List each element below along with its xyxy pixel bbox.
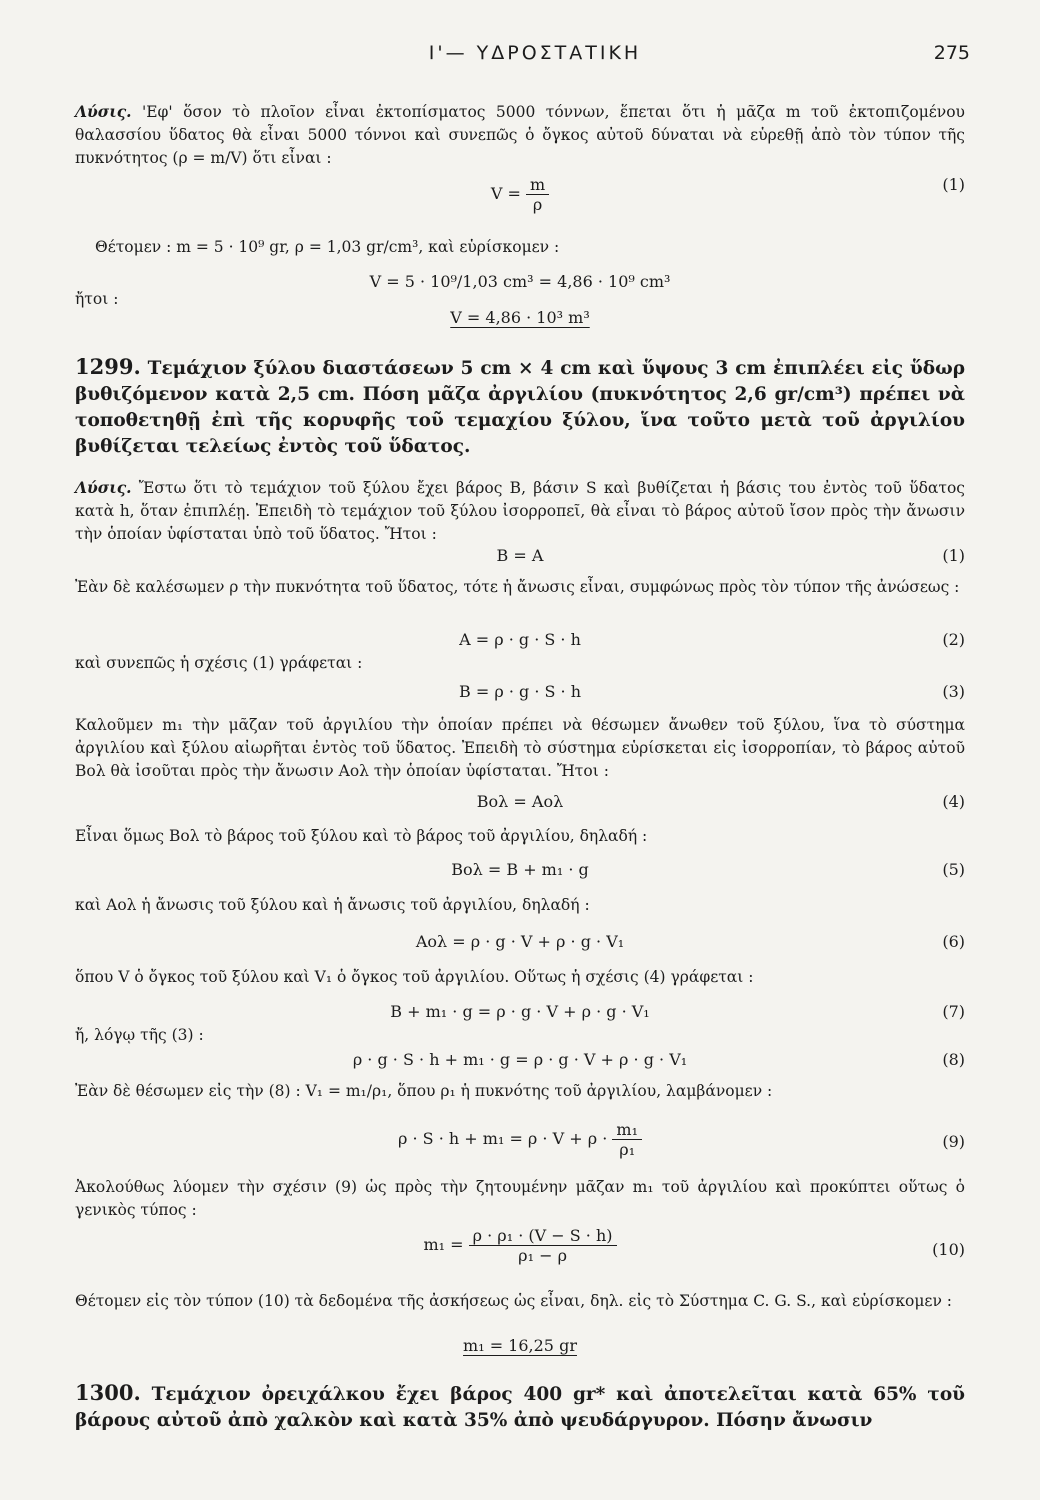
text-cgs: Θέτομεν εἰς τὸν τύπον (10) τὰ δεδομένα τῆς ἀσκήσεως ὡς εἶναι, δηλ. εἰς τὸ Σύστημα C. G. S., καὶ εὑρίσκομεν : bbox=[75, 1292, 953, 1310]
text-aluminium-mass: Καλοῦμεν m₁ τὴν μᾶζαν τοῦ ἀργιλίου τὴν ὁποίαν πρέπει νὰ θέσωμεν ἄνωθεν τοῦ ξύλου, ἵνα τὸ σύστημα ἀργιλίου καὶ ξύλου αἰωρῆται ἐντὸς τοῦ ὕδατος. Ἐπειδὴ τὸ σύστημα εὑρίσκεται εἰς ἰσορροπίαν, τὸ βάρος αὐτοῦ Bολ θὰ ἰσοῦται πρὸς τὴν ἄνωσιν Aολ τὴν ὁποίαν ὑφίσταται. Ἤτοι : bbox=[75, 716, 965, 780]
solution-label: Λύσις. bbox=[75, 478, 132, 497]
equation-1: B = A (1) bbox=[496, 546, 965, 565]
problem-number: 1300. bbox=[75, 1380, 141, 1405]
text-substitution: Ἐὰν δὲ θέσωμεν εἰς τὴν (8) : V₁ = m₁/ρ₁, ὅπου ρ₁ ἡ πυκνότης τοῦ ἀργιλίου, λαμβάνομεν : bbox=[75, 1082, 773, 1100]
page-header bbox=[100, 42, 970, 82]
text-buoyancy: Ἐὰν δὲ καλέσωμεν ρ τὴν πυκνότητα τοῦ ὕδατος, τότε ἡ ἄνωσις εἶναι, συμφώνως πρὸς τὸν τύπον τῆς ἀνώσεως : bbox=[75, 578, 960, 596]
problem-1299: 1299. Τεμάχιον ξύλου διαστάσεων 5 cm × 4 cm καὶ ὕψους 3 cm ἐπιπλέει εἰς ὕδωρ βυθιζόμενον κατὰ 2,5 cm. Πόση μᾶζα ἀργιλίου (πυκνότητος 2,6 gr/cm³) πρέπει νὰ τοποθετηθῇ ἐπὶ τῆς κορυφῆς τοῦ τεμαχίου ξύλου, ἵνα τοῦτο μετὰ τοῦ ἀργιλίου βυθίζεται τελείως ἐντὸς τοῦ ὕδατος. bbox=[75, 354, 965, 457]
equation-8: ρ · g · S · h + m₁ · g = ρ · g · V + ρ · g · V₁ (8) bbox=[352, 1050, 965, 1069]
solution-1298-text: Λύσις. 'Εφ' ὅσον τὸ πλοῖον εἶναι ἐκτοπίσματος 5000 τόννων, ἕπεται ὅτι ἡ μᾶζα m τοῦ ἐκτοπιζομένου θαλασσίου ὕδατος θὰ εἶναι 5000 τόννοι καὶ συνεπῶς ὁ ὄγκος αὐτοῦ δύναται νὰ εὑρεθῇ ἀπὸ τὸν τύπον τῆς πυκνότητος (ρ = m/V) ὅτι εἶναι : bbox=[75, 102, 965, 167]
problem-1300: 1300. Τεμάχιον ὀρειχάλκου ἔχει βάρος 400 gr* καὶ ἀποτελεῖται κατὰ 65% τοῦ βάρους αὐτοῦ ἀπὸ χαλκὸν καὶ κατὰ 35% ἀπὸ ψευδάργυρον. Πόσην ἄνωσιν bbox=[75, 1380, 965, 1431]
equation-10: m₁ = $\frac{\text{ρ · ρ₁ · (V − S · h)}}{\text{ρ₁ − ρ}}$ (10) bbox=[423, 1226, 965, 1265]
text-relation: καὶ συνεπῶς ἡ σχέσις (1) γράφεται : bbox=[75, 654, 363, 672]
given-values: Θέτομεν : m = 5 · 10⁹ gr, ρ = 1,03 gr/cm³, καὶ εὑρίσκομεν : bbox=[95, 238, 560, 256]
equation-volume: V = 5 · 10⁹/1,03 cm³ = 4,86 · 10⁹ cm³ bbox=[369, 272, 671, 291]
equation-number: (1) bbox=[942, 175, 965, 194]
chapter-title: Ι'— ΥΔΡΟΣΤΑΤΙΚΗ bbox=[428, 42, 642, 64]
equation-7: B + m₁ · g = ρ · g · V + ρ · g · V₁ (7) bbox=[390, 1002, 965, 1021]
equation-2: A = ρ · g · S · h (2) bbox=[459, 630, 965, 649]
solution-label: Λύσις. bbox=[75, 102, 132, 121]
result-volume: V = 4,86 · 10³ m³ bbox=[450, 308, 590, 327]
page-number: 275 bbox=[933, 42, 970, 64]
problem-number: 1299. bbox=[75, 354, 141, 379]
equation-density: V = $\frac{m}{\rho}$ (1) bbox=[490, 175, 965, 214]
solution-1299-intro: Λύσις. Ἔστω ὅτι τὸ τεμάχιον τοῦ ξύλου ἔχει βάρος Β, βάσιν S καὶ βυθίζεται ἡ βάσις του ἐντὸς τοῦ ὕδατος κατὰ h, ὅταν ἐπιπλέῃ. Ἐπειδὴ τὸ τεμάχιον τοῦ ξύλου ἰσορροπεῖ, θὰ εἶναι τὸ βάρος αὐτοῦ ἴσον πρὸς τὴν ἄνωσιν τὴν ὁποίαν ὑφίσταται ὑπὸ τοῦ ὕδατος. Ἤτοι : bbox=[75, 478, 965, 543]
result-mass: m₁ = 16,25 gr bbox=[463, 1336, 577, 1355]
equation-3: B = ρ · g · S · h (3) bbox=[458, 682, 965, 701]
equation-9: ρ · S · h + m₁ = ρ · V + ρ · $\frac{\text{m₁}}{\text{ρ₁}}$ (9) bbox=[398, 1120, 965, 1159]
equation-5: Bολ = B + m₁ · g (5) bbox=[451, 860, 965, 879]
text-solve: Ἀκολούθως λύομεν τὴν σχέσιν (9) ὡς πρὸς τὴν ζητουμένην μᾶζαν m₁ τοῦ ἀργιλίου καὶ προκύπτει οὕτως ὁ γενικὸς τύπος : bbox=[75, 1178, 965, 1219]
text-total-buoyancy: καὶ Aολ ἡ ἄνωσις τοῦ ξύλου καὶ ἡ ἄνωσις τοῦ ἀργιλίου, δηλαδή : bbox=[75, 896, 590, 914]
itoi-label: ἤτοι : bbox=[75, 290, 119, 308]
text-total-weight: Εἶναι ὅμως Bολ τὸ βάρος τοῦ ξύλου καὶ τὸ βάρος τοῦ ἀργιλίου, δηλαδή : bbox=[75, 827, 648, 845]
text-volumes: ὅπου V ὁ ὄγκος τοῦ ξύλου καὶ V₁ ὁ ὄγκος τοῦ ἀργιλίου. Οὕτως ἡ σχέσις (4) γράφεται : bbox=[75, 968, 754, 986]
equation-6: Aολ = ρ · g · V + ρ · g · V₁ (6) bbox=[415, 932, 965, 951]
equation-4: Bολ = Aολ (4) bbox=[476, 792, 965, 811]
text-by-3: ἤ, λόγῳ τῆς (3) : bbox=[75, 1026, 204, 1044]
